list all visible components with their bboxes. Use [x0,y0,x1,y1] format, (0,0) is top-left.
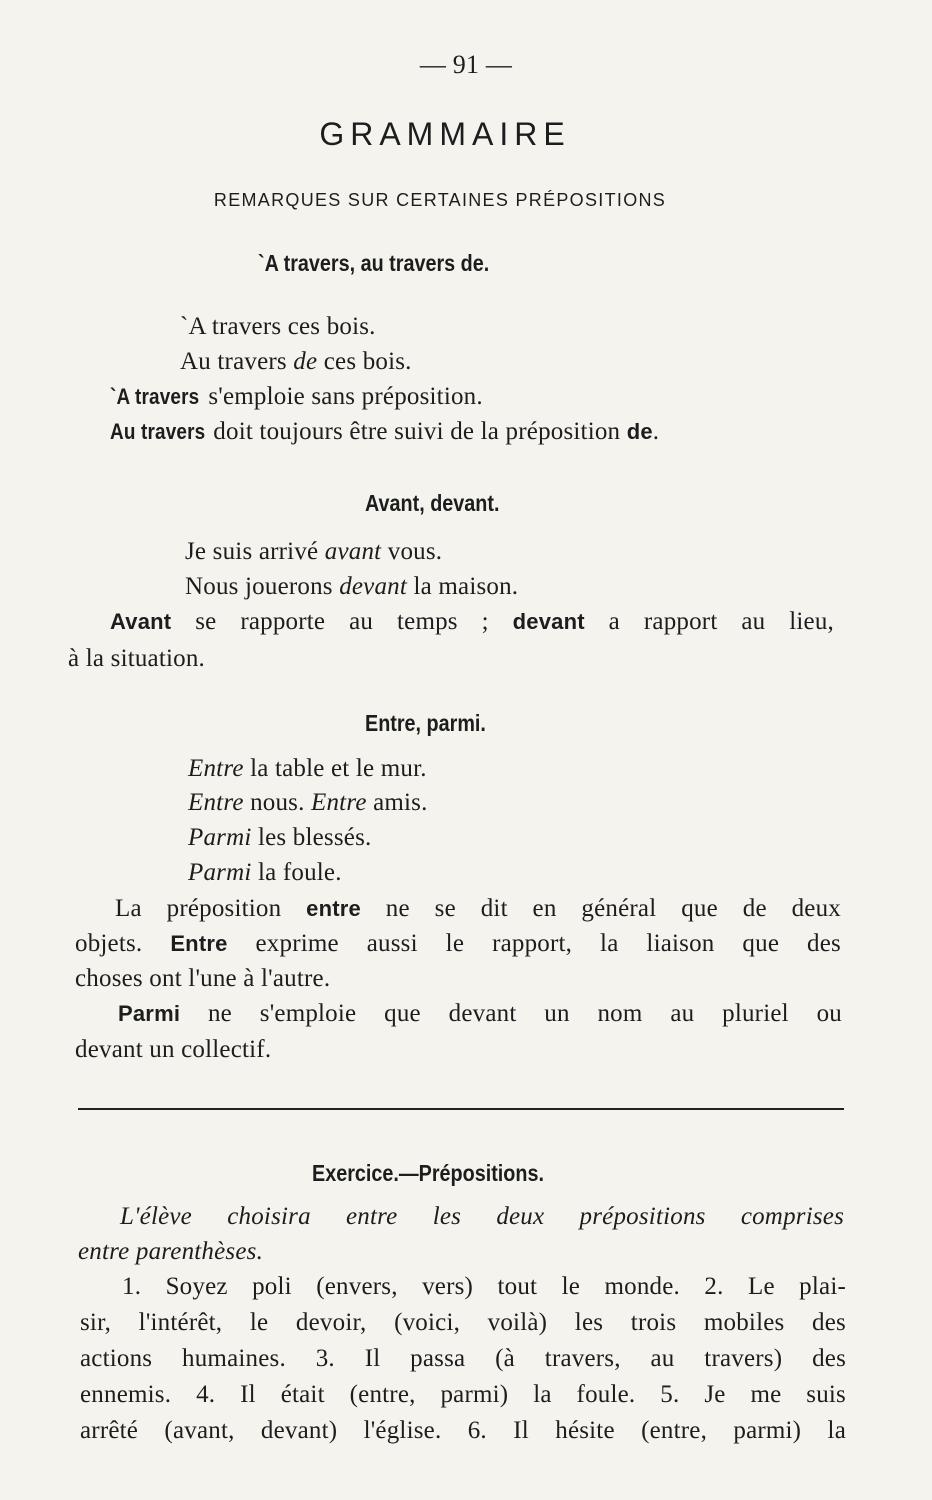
heading-exercise: Exercice.—Prépositions. [312,1160,544,1186]
exercise-line-1: 1. Soyez poli (envers, vers) tout le monde. 2. Le plai- [122,1273,846,1300]
parmi-paragraph-line-1: Parmi ne s'emploie que devant un nom au pluriel ou [118,1000,842,1027]
example-avant: Je suis arrivé avant vous. [185,538,443,565]
exercise-instructions-line-1: L'élève choisira entre les deux prépositions comprises [120,1203,844,1230]
page-title: GRAMMAIRE [319,116,571,152]
example-devant: Nous jouerons devant la maison. [185,573,519,600]
rule-au-travers: Au travers doit toujours être suivi de la préposition de. [110,418,660,445]
heading-entre-parmi: Entre, parmi. [365,710,486,736]
exercise-line-2: sir, l'intérêt, le devoir, (voici, voilà) les trois mobiles des [80,1309,846,1336]
example-entre-2: Entre nous. Entre amis. [188,789,428,816]
rule-a-travers: `A travers s'emploie sans préposition. [110,383,483,410]
page-number: — 91 — [419,50,513,79]
heading-avant-devant: Avant, devant. [365,490,500,516]
entre-paragraph-line-3: choses ont l'une à l'autre. [75,965,331,992]
entre-paragraph-line-2: objets. Entre exprime aussi le rapport, la liaison que des [75,930,841,957]
heading-a-travers: `A travers, au travers de. [258,250,490,276]
exercise-instructions-line-2: entre parenthèses. [78,1238,264,1265]
exercise-line-3: actions humaines. 3. Il passa (à travers, au travers) des [80,1345,846,1372]
example-entre-1: Entre la table et le mur. [188,755,427,782]
section-divider [78,1108,844,1110]
parmi-paragraph-line-2: devant un collectif. [75,1036,272,1063]
example-a-travers-1: `A travers ces bois. [180,313,376,340]
example-a-travers-2: Au travers de ces bois. [180,348,412,375]
rule-avant-devant-cont: à la situation. [68,645,205,672]
rule-avant-devant: Avant se rapporte au temps ; devant a rapport au lieu, [110,608,834,635]
exercise-line-4: ennemis. 4. Il était (entre, parmi) la foule. 5. Je me suis [80,1381,846,1408]
entre-paragraph-line-1: La préposition entre ne se dit en général que de deux [115,895,841,922]
example-parmi-2: Parmi la foule. [188,859,342,886]
exercise-line-5: arrêté (avant, devant) l'église. 6. Il hésite (entre, parmi) la [80,1417,846,1444]
page-subtitle: REMARQUES SUR CERTAINES PRÉPOSITIONS [213,190,667,210]
example-parmi-1: Parmi les blessés. [188,824,372,851]
